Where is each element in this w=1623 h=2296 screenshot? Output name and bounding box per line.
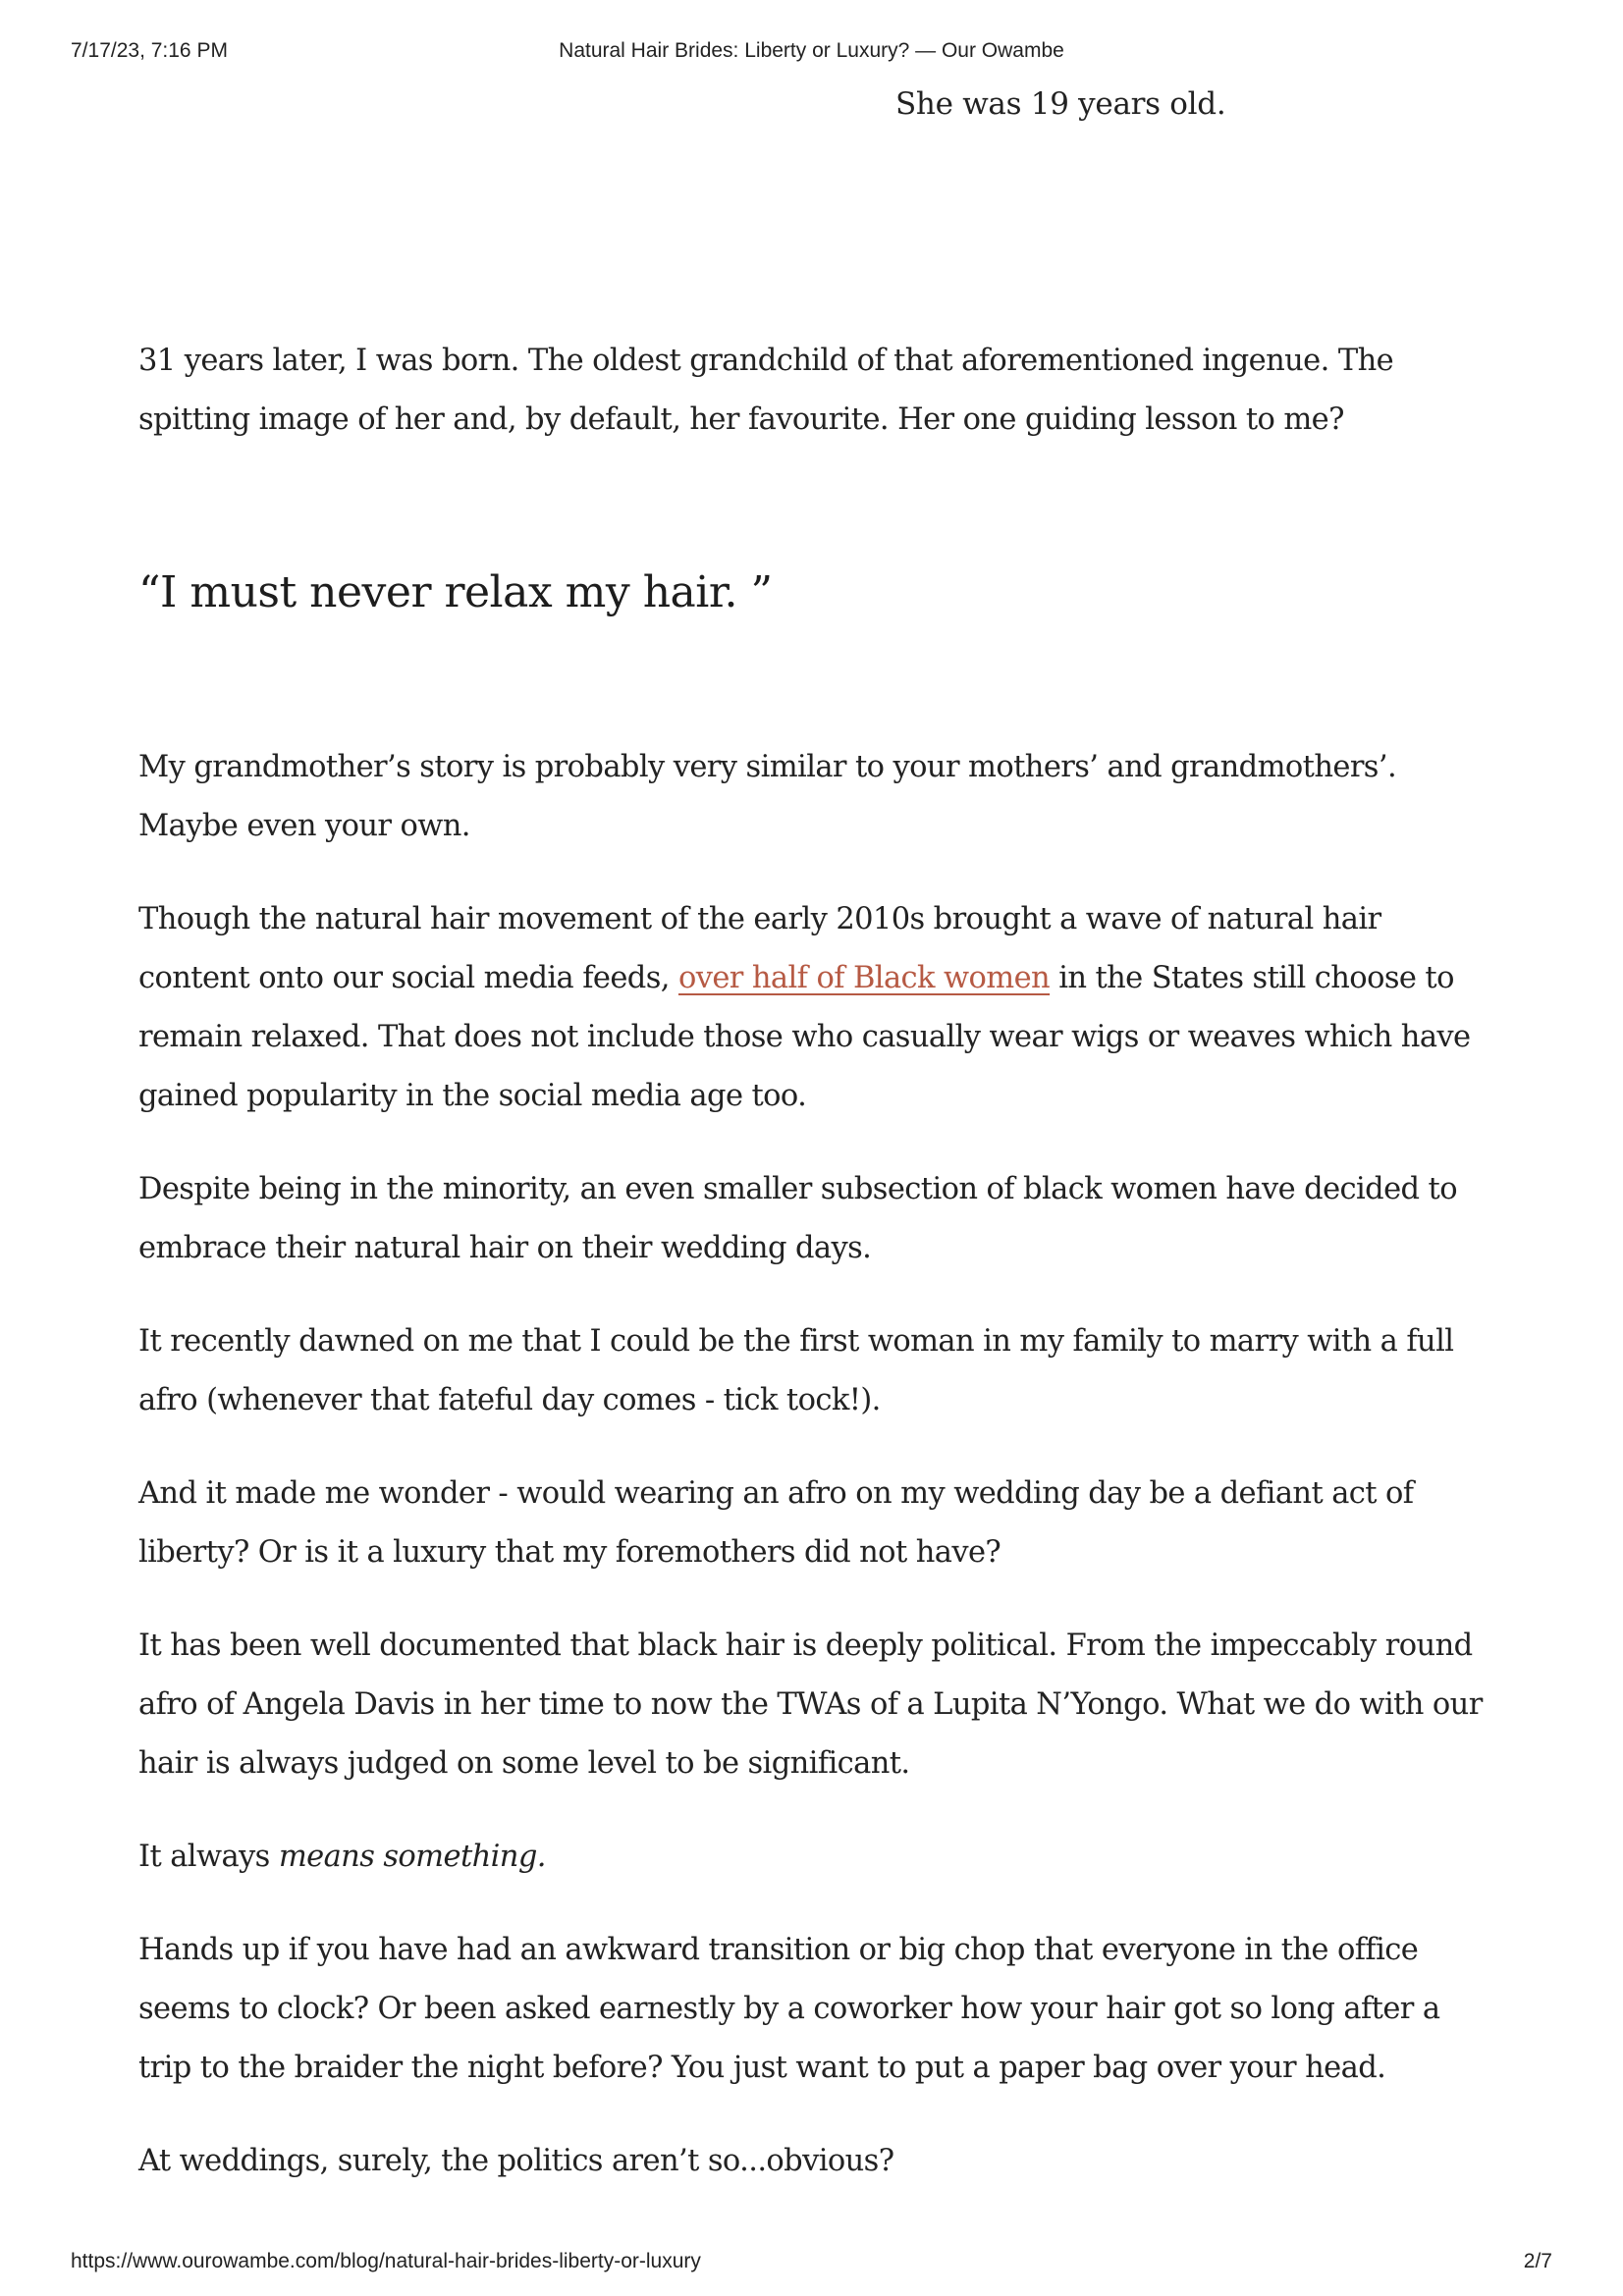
- image-caption: She was 19 years old.: [895, 86, 1226, 122]
- paragraph-text: Though the natural hair movement of the early 2010s brought a wave of natural hair content onto our social media feeds,: [138, 902, 1381, 995]
- print-page-title: Natural Hair Brides: Liberty or Luxury? — Our Owambe: [559, 39, 1064, 62]
- print-date: 7/17/23, 7:16 PM: [71, 39, 228, 62]
- black-women-stat-link[interactable]: over half of Black women: [677, 961, 1051, 995]
- paragraph-text: It always: [138, 1840, 279, 1874]
- paragraph-text: in the States still choose to remain relaxed. That does not include those who casually wear wigs or weaves which have gained popularity in the social media age too.: [138, 961, 1471, 1113]
- article-body: [138, 332, 1493, 2225]
- print-footer: [71, 2250, 1552, 2279]
- paragraph-weddings: At weddings, surely, the politics aren’t so...obvious?: [138, 2144, 894, 2178]
- paragraph-wonder: And it made me wonder - would wearing an afro on my wedding day be a defiant act of liberty? Or is it a luxury that my foremothers did not have?: [138, 1476, 1414, 1570]
- paragraph-born: 31 years later, I was born. The oldest grandchild of that aforementioned ingenue. The spitting image of her and, by default, her favourite. Her one guiding lesson to me?: [138, 344, 1394, 437]
- pull-quote: “I must never relax my hair. ”: [138, 567, 773, 617]
- print-header: [71, 39, 1552, 69]
- paragraph-natural-hair-movement: [138, 890, 1493, 1126]
- paragraph-means-something: [138, 1828, 1493, 1887]
- emphasis-text: means something.: [278, 1840, 546, 1874]
- paragraph-grandmother-story: My grandmother’s story is probably very similar to your mothers’ and grandmothers’. Maybe even your own.: [138, 750, 1397, 843]
- page-number: 2/7: [1523, 2250, 1552, 2272]
- paragraph-political: It has been well documented that black hair is deeply political. From the impeccably round afro of Angela Davis in her time to now the TWAs of a Lupita N’Yongo. What we do with our hair is always judged on some level to be significant.: [138, 1629, 1483, 1781]
- print-url: https://www.ourowambe.com/blog/natural-hair-brides-liberty-or-luxury: [71, 2250, 701, 2272]
- paragraph-first-woman: It recently dawned on me that I could be the first woman in my family to marry with a full afro (whenever that fateful day comes - tick tock!).: [138, 1324, 1454, 1417]
- paragraph-hands-up: Hands up if you have had an awkward transition or big chop that everyone in the office seems to clock? Or been asked earnestly by a coworker how your hair got so long after a trip to the braider the night before? You just want to put a paper bag over your head.: [138, 1933, 1440, 2085]
- paragraph-minority: Despite being in the minority, an even smaller subsection of black women have decided to embrace their natural hair on their wedding days.: [138, 1172, 1457, 1265]
